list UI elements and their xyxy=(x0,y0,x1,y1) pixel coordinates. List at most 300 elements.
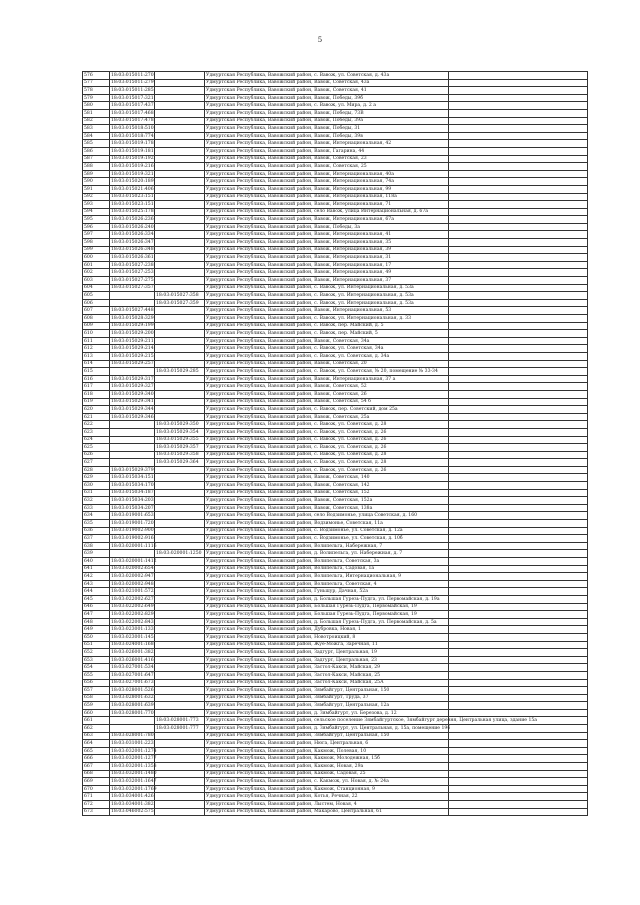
address-cell: Удмуртская Республика, Вавожский район, Какмож, Молодежная, 15б xyxy=(205,755,449,763)
row-number-cell: 667 xyxy=(83,763,110,771)
cadastral-number-cell: 18:03:027001:647 xyxy=(111,672,154,678)
address-cell: Удмуртская Республика, Вавожский район, с. Вавож, ул. Интернациональная, д. 53а xyxy=(205,299,449,307)
row-number-cell: 629 xyxy=(83,474,110,482)
note-cell xyxy=(449,694,588,702)
premise-cadastral-number-cell xyxy=(155,185,205,193)
cadastral-number-cell: 18:03:031001:223 xyxy=(111,741,154,747)
row-number-cell: 620 xyxy=(83,406,110,414)
address-cell: Удмуртская Республика, Вавожский район, с. Водзимонье, ул. Советская, д. 10б xyxy=(205,535,449,543)
cadastral-number-cell: 18:03:015029:200 xyxy=(111,330,154,336)
table-row xyxy=(83,550,588,558)
premise-cadastral-number-cell xyxy=(155,79,205,87)
table-row xyxy=(83,261,588,269)
table-row xyxy=(83,208,588,216)
table-row xyxy=(83,451,588,459)
premise-cadastral-number-cell xyxy=(155,155,205,163)
cadastral-number-cell: 18:03:015029:214 xyxy=(111,346,154,352)
note-cell xyxy=(449,178,588,186)
premise-cadastral-number-cell: 18:03:015029:354 xyxy=(155,428,205,436)
cadastral-number-cell: 18:03:015026:240 xyxy=(111,224,154,230)
cadastral-number-cell: 18:03:015026:348 xyxy=(111,247,154,253)
premise-cadastral-number-cell xyxy=(155,216,205,224)
premise-cadastral-number-cell xyxy=(155,277,205,285)
row-number-cell: 637 xyxy=(83,535,110,543)
premise-cadastral-number-cell xyxy=(155,147,205,155)
note-cell xyxy=(449,611,588,619)
address-cell: Удмуртская Республика, Вавожский район, Вавож, Советская, 52 xyxy=(205,383,449,391)
cadastral-number-cell: 18:03:015011:270 xyxy=(111,72,154,78)
cadastral-number-cell: 18:03:015019:181 xyxy=(111,148,154,154)
address-cell: Удмуртская Республика, Вавожский район, Волипельга, Садовая, 1а xyxy=(205,565,449,573)
address-cell: Удмуртская Республика, Вавожский район, Вавож, Советская, 41 xyxy=(205,87,449,95)
row-number-cell: 654 xyxy=(83,664,110,672)
note-cell xyxy=(449,527,588,535)
row-number-cell: 593 xyxy=(83,201,110,209)
cadastral-number-cell: 18:03:015017:437 xyxy=(111,103,154,109)
address-cell: Удмуртская Республика, Вавожский район, Большая Гурезь-Пудга, Первомайская, 19 xyxy=(205,603,449,611)
row-number-cell: 632 xyxy=(83,497,110,505)
table-row xyxy=(83,520,588,528)
premise-cadastral-number-cell xyxy=(155,125,205,133)
premise-cadastral-number-cell xyxy=(155,163,205,171)
table-row xyxy=(83,383,588,391)
table-row xyxy=(83,595,588,603)
table-row xyxy=(83,474,588,482)
cadastral-number-cell: 18:03:015017:321 xyxy=(111,95,154,101)
premise-cadastral-number-cell xyxy=(155,140,205,148)
note-cell xyxy=(449,79,588,87)
note-cell xyxy=(449,87,588,95)
cadastral-number-cell: 18:03:022002:649 xyxy=(111,604,154,610)
premise-cadastral-number-cell xyxy=(155,656,205,664)
address-cell: Удмуртская Республика, Вавожский район, д. Зямбайгурт, ул. Березова, д. 12 xyxy=(205,709,449,717)
note-cell xyxy=(449,102,588,110)
address-cell: Удмуртская Республика, Вавожский район, Какмож, Станционная, 9 xyxy=(205,785,449,793)
note-cell xyxy=(449,352,588,360)
premise-cadastral-number-cell: 18:03:020001:1250 xyxy=(155,550,205,558)
row-number-cell: 665 xyxy=(83,747,110,755)
table-row xyxy=(83,535,588,543)
table-row xyxy=(83,763,588,771)
table-row xyxy=(83,231,588,239)
row-number-cell: 583 xyxy=(83,125,110,133)
note-cell xyxy=(449,709,588,717)
row-number-cell: 597 xyxy=(83,231,110,239)
note-cell xyxy=(449,307,588,315)
row-number-cell: 648 xyxy=(83,618,110,626)
cadastral-number-cell: 18:03:032001:1769 xyxy=(111,786,157,792)
cadastral-number-cell xyxy=(110,368,155,376)
table-row xyxy=(83,428,588,436)
table-row xyxy=(83,671,588,679)
address-cell: Удмуртская Республика, Вавожский район, Вавож, Интернациональная, 118а xyxy=(205,193,449,201)
table-row xyxy=(83,444,588,452)
cadastral-number-cell: 18:03:032001:1274 xyxy=(111,748,157,754)
note-cell xyxy=(449,535,588,543)
row-number-cell: 635 xyxy=(83,520,110,528)
cadastral-number-cell: 18:03:021001:572 xyxy=(111,589,154,595)
row-number-cell: 625 xyxy=(83,444,110,452)
address-cell: Удмуртская Республика, Вавожский район, Вавож, Гагарина, 44 xyxy=(205,147,449,155)
table-row xyxy=(83,216,588,224)
address-cell: Удмуртская Республика, Вавожский район, Вавож, Советская, 152 xyxy=(205,489,449,497)
premise-cadastral-number-cell: 18:03:028001:777 xyxy=(155,725,205,733)
cadastral-number-cell: 18:03:027001:673 xyxy=(111,680,154,686)
cadastral-number-cell: 18:03:022002:627 xyxy=(111,596,154,602)
premise-cadastral-number-cell xyxy=(155,466,205,474)
note-cell xyxy=(449,436,588,444)
address-cell: Удмуртская Республика, Вавожский район, с. Вавож, ул. Советская, д. 26 xyxy=(205,428,449,436)
note-cell xyxy=(449,801,588,809)
address-cell: Удмуртская Республика, Вавожский район, с. Вавож, ул. Советская, д. 26 xyxy=(205,466,449,474)
address-cell: Удмуртская Республика, Вавожский район, Вавож, Советская, 26 xyxy=(205,390,449,398)
row-number-cell: 653 xyxy=(83,656,110,664)
note-cell xyxy=(449,626,588,634)
cadastral-number-cell: 18:03:015034:151 xyxy=(111,475,154,481)
table-row xyxy=(83,421,588,429)
row-number-cell: 612 xyxy=(83,345,110,353)
row-number-cell: 602 xyxy=(83,269,110,277)
premise-cadastral-number-cell xyxy=(155,239,205,247)
address-cell: Удмуртская Республика, Вавожский район, д. Большая Гурезь-Пудга, ул. Первомайская, д. 5а xyxy=(205,618,449,626)
row-number-cell: 659 xyxy=(83,702,110,710)
row-number-cell: 666 xyxy=(83,755,110,763)
premise-cadastral-number-cell xyxy=(155,246,205,254)
cadastral-number-cell xyxy=(110,292,155,300)
page-number: 5 xyxy=(317,36,323,44)
address-cell: Удмуртская Республика, Вавожский район, с. Вавож, ул. Советская, д. 43а xyxy=(205,72,449,80)
table-row xyxy=(83,466,588,474)
cadastral-number-cell: 18:03:019001:720 xyxy=(111,520,154,526)
address-cell: Удмуртская Республика, Вавожский район, Застол-Какси, Майская, 25 xyxy=(205,671,449,679)
table-row xyxy=(83,72,588,80)
row-number-cell: 636 xyxy=(83,527,110,535)
row-number-cell: 617 xyxy=(83,383,110,391)
row-number-cell: 627 xyxy=(83,459,110,467)
note-cell xyxy=(449,732,588,740)
address-cell: Удмуртская Республика, Вавожский район, Вавож, Победы, 73В xyxy=(205,109,449,117)
cadastral-number-cell: 18:03:026001:416 xyxy=(111,657,154,663)
premise-cadastral-number-cell xyxy=(155,801,205,809)
row-number-cell: 668 xyxy=(83,770,110,778)
note-cell xyxy=(449,702,588,710)
table-row xyxy=(83,504,588,512)
address-cell: Удмуртская Республика, Вавожский район, с. Вавож, ул. Советская, д. 26 xyxy=(205,436,449,444)
row-number-cell: 590 xyxy=(83,178,110,186)
table-row xyxy=(83,307,588,315)
table-row xyxy=(83,573,588,581)
table-row xyxy=(83,512,588,520)
row-number-cell: 645 xyxy=(83,595,110,603)
premise-cadastral-number-cell xyxy=(155,322,205,330)
note-cell xyxy=(449,641,588,649)
cadastral-number-cell: 18:03:015029:379 xyxy=(111,467,154,473)
address-cell: Удмуртская Республика, Вавожский район, с. Вавож, ул. Советская, д. 28 xyxy=(205,421,449,429)
premise-cadastral-number-cell: 18:03:015029:358 xyxy=(155,451,205,459)
cadastral-number-cell xyxy=(110,451,155,459)
table-row xyxy=(83,603,588,611)
note-cell xyxy=(449,747,588,755)
premise-cadastral-number-cell xyxy=(155,626,205,634)
address-cell: Удмуртская Республика, Вавожский район, Вавож, Интернациональная, 17 xyxy=(205,261,449,269)
table-row xyxy=(83,755,588,763)
note-cell xyxy=(449,618,588,626)
premise-cadastral-number-cell xyxy=(155,208,205,216)
row-number-cell: 647 xyxy=(83,611,110,619)
table-row xyxy=(83,170,588,178)
row-number-cell: 626 xyxy=(83,451,110,459)
premise-cadastral-number-cell xyxy=(155,793,205,801)
address-cell: Удмуртская Республика, Вавожский район, с. Вавож, ул. Мира, д. 2 а xyxy=(205,102,449,110)
cadastral-number-cell: 18:03:046002:575 xyxy=(111,809,154,815)
note-cell xyxy=(449,451,588,459)
cadastral-number-cell xyxy=(110,428,155,436)
table-row xyxy=(83,185,588,193)
row-number-cell: 613 xyxy=(83,352,110,360)
row-number-cell: 577 xyxy=(83,79,110,87)
premise-cadastral-number-cell xyxy=(155,808,205,816)
row-number-cell: 605 xyxy=(83,292,110,300)
address-cell: Удмуртская Республика, Вавожский район, Жуё-Можга, Заречная, 11 xyxy=(205,641,449,649)
premise-cadastral-number-cell xyxy=(155,497,205,505)
row-number-cell: 588 xyxy=(83,163,110,171)
note-cell xyxy=(449,406,588,414)
note-cell xyxy=(449,573,588,581)
table-row xyxy=(83,694,588,702)
premise-cadastral-number-cell xyxy=(155,770,205,778)
note-cell xyxy=(449,649,588,657)
cadastral-number-cell: 18:03:028001:780 xyxy=(111,733,154,739)
address-cell: Удмуртская Республика, Вавожский район, Вавож, Советская, 43а xyxy=(205,79,449,87)
address-cell: Удмуртская Республика, Вавожский район, сельское поселение Зямбайгуртское, Зямбайгурт деревня, Центральная улица, здание 15а xyxy=(206,718,538,724)
row-number-cell: 589 xyxy=(83,170,110,178)
premise-cadastral-number-cell xyxy=(155,763,205,771)
cadastral-number-cell: 18:03:015017:478 xyxy=(111,118,154,124)
note-cell xyxy=(449,542,588,550)
table-row xyxy=(83,565,588,573)
address-cell: Удмуртская Республика, Вавожский район, с. Вавож, ул. Советская, д. 28 xyxy=(205,459,449,467)
address-cell: Удмуртская Республика, Вавожский район, Вавож, Победы, 39а xyxy=(205,117,449,125)
note-cell xyxy=(449,345,588,353)
cadastral-number-cell: 18:03:015029:211 xyxy=(111,338,154,344)
table-row xyxy=(83,709,588,717)
address-cell: Удмуртская Республика, Вавожский район, Вавож, Интернациональная, 37 а xyxy=(205,375,449,383)
premise-cadastral-number-cell xyxy=(155,558,205,566)
address-cell: Удмуртская Республика, Вавожский район, Вавож, Советская, 54 б xyxy=(205,398,449,406)
premise-cadastral-number-cell: 18:03:015029:285 xyxy=(155,368,205,376)
note-cell xyxy=(449,482,588,490)
table-row xyxy=(83,611,588,619)
table-row xyxy=(83,459,588,467)
row-number-cell: 638 xyxy=(83,542,110,550)
row-number-cell: 658 xyxy=(83,694,110,702)
premise-cadastral-number-cell xyxy=(155,109,205,117)
note-cell xyxy=(449,489,588,497)
cadastral-number-cell: 18:03:019002:916 xyxy=(111,536,154,542)
address-cell: Удмуртская Республика, Вавожский район, село Вавож, улица Интернациональная, д. 67а xyxy=(205,208,449,216)
premise-cadastral-number-cell xyxy=(155,231,205,239)
cadastral-number-cell: 18:03:015026:334 xyxy=(111,232,154,238)
note-cell xyxy=(449,550,588,558)
row-number-cell: 584 xyxy=(83,132,110,140)
note-cell xyxy=(449,740,588,748)
note-cell xyxy=(449,778,588,786)
premise-cadastral-number-cell xyxy=(155,390,205,398)
cadastral-number-cell: 18:03:028001:526 xyxy=(111,687,154,693)
premise-cadastral-number-cell xyxy=(155,223,205,231)
row-number-cell: 639 xyxy=(83,550,110,558)
premise-cadastral-number-cell xyxy=(155,504,205,512)
cadastral-number-cell: 18:03:020001:1116 xyxy=(111,543,157,549)
note-cell xyxy=(449,474,588,482)
row-number-cell: 608 xyxy=(83,315,110,323)
table-row xyxy=(83,223,588,231)
cadastral-number-cell: 18:03:019002:900 xyxy=(111,528,154,534)
cadastral-number-cell: 18:03:015029:327 xyxy=(111,384,154,390)
cadastral-number-cell xyxy=(110,299,155,307)
table-row xyxy=(83,246,588,254)
row-number-cell: 640 xyxy=(83,558,110,566)
premise-cadastral-number-cell xyxy=(155,565,205,573)
table-row xyxy=(83,102,588,110)
note-cell xyxy=(449,725,588,733)
note-cell xyxy=(449,147,588,155)
note-cell xyxy=(449,656,588,664)
address-cell: Удмуртская Республика, Вавожский район, Вавож, Советская, 23 xyxy=(205,155,449,163)
address-cell: Удмуртская Республика, Вавожский район, Волипельга, Советская, 3а xyxy=(205,558,449,566)
table-row xyxy=(83,163,588,171)
row-number-cell: 594 xyxy=(83,208,110,216)
table-row xyxy=(83,375,588,383)
premise-cadastral-number-cell: 18:03:015029:357 xyxy=(155,444,205,452)
cadastral-number-cell xyxy=(110,725,155,733)
address-cell: Удмуртская Республика, Вавожский район, Вавож, Интернациональная, 39 xyxy=(205,246,449,254)
cadastral-number-cell: 18:03:015011:279 xyxy=(111,80,154,86)
address-cell: Удмуртская Республика, Вавожский район, Вавож, Советская, 142 xyxy=(205,482,449,490)
address-cell: Удмуртская Республика, Вавожский район, Застол-Какси, Майская, 25А xyxy=(205,679,449,687)
row-number-cell: 578 xyxy=(83,87,110,95)
premise-cadastral-number-cell xyxy=(155,633,205,641)
note-cell xyxy=(449,368,588,376)
row-number-cell: 662 xyxy=(83,725,110,733)
table-row xyxy=(83,254,588,262)
row-number-cell: 644 xyxy=(83,588,110,596)
row-number-cell: 616 xyxy=(83,375,110,383)
table-row xyxy=(83,778,588,786)
row-number-cell: 656 xyxy=(83,679,110,687)
row-number-cell: 628 xyxy=(83,466,110,474)
cadastral-number-cell: 18:03:015034:187 xyxy=(111,490,154,496)
address-cell: Удмуртская Республика, Вавожский район, Вавож, Интернациональная, 42 xyxy=(205,140,449,148)
note-cell xyxy=(449,315,588,323)
address-cell: Удмуртская Республика, Вавожский район, Вавож, Советская, 25 xyxy=(205,163,449,171)
cadastral-number-cell: 18:03:020002:948 xyxy=(111,581,154,587)
note-cell xyxy=(449,398,588,406)
row-number-cell: 663 xyxy=(83,732,110,740)
cadastral-number-cell: 18:03:015027:448 xyxy=(111,308,154,314)
cadastral-number-cell: 18:03:015021:406 xyxy=(111,186,154,192)
note-cell xyxy=(449,558,588,566)
row-number-cell: 651 xyxy=(83,641,110,649)
cadastral-number-cell: 18:03:015029:346 xyxy=(111,414,154,420)
table-row xyxy=(83,618,588,626)
note-cell xyxy=(449,337,588,345)
premise-cadastral-number-cell: 18:03:015027:358 xyxy=(155,292,205,300)
cadastral-number-cell: 18:03:023001:145 xyxy=(111,634,154,640)
address-cell: Удмуртская Республика, Вавожский район, Вавож, Победы, 31 xyxy=(205,125,449,133)
row-number-cell: 649 xyxy=(83,626,110,634)
note-cell xyxy=(449,383,588,391)
cadastral-number-cell: 18:03:015027:253 xyxy=(111,270,154,276)
cadastral-number-cell: 18:03:015029:317 xyxy=(111,376,154,382)
premise-cadastral-number-cell xyxy=(155,482,205,490)
row-number-cell: 673 xyxy=(83,808,110,816)
cadastral-number-cell: 18:03:015027:357 xyxy=(111,285,154,291)
row-number-cell: 580 xyxy=(83,102,110,110)
premise-cadastral-number-cell xyxy=(155,337,205,345)
row-number-cell: 642 xyxy=(83,573,110,581)
address-cell: Удмуртская Республика, Вавожский район, Вавож, Интернациональная, 37 xyxy=(205,277,449,285)
address-cell: Удмуртская Республика, Вавожский район, Зямбайгурт, Центральная, 150 xyxy=(205,732,449,740)
table-row xyxy=(83,406,588,414)
address-cell: Удмуртская Республика, Вавожский район, с. Вавож, ул. Советская, д. 26 xyxy=(205,444,449,452)
address-cell: Удмуртская Республика, Вавожский район, Новотроицкий, 8 xyxy=(205,633,449,641)
address-cell: Удмуртская Республика, Вавожский район, д. Зямбайгурт, ул. Центральная, д. 15а, помещение 196 xyxy=(206,725,451,731)
row-number-cell: 611 xyxy=(83,337,110,345)
note-cell xyxy=(449,360,588,368)
premise-cadastral-number-cell xyxy=(155,641,205,649)
table-row xyxy=(83,140,588,148)
address-cell: Удмуртская Республика, Вавожский район, Вавож, Интернациональная, 99 xyxy=(205,185,449,193)
table-row xyxy=(83,352,588,360)
address-cell: Удмуртская Республика, Вавожский район, Вавож, Советская, 25а xyxy=(205,413,449,421)
address-cell: Удмуртская Республика, Вавожский район, Вавож, Интернациональная, 49 xyxy=(205,269,449,277)
table-row xyxy=(83,626,588,634)
premise-cadastral-number-cell xyxy=(155,542,205,550)
address-cell: Удмуртская Республика, Вавожский район, Задгурт, Центральная, 23 xyxy=(205,656,449,664)
cadastral-number-cell: 18:03:015011:285 xyxy=(111,87,154,93)
note-cell xyxy=(449,595,588,603)
premise-cadastral-number-cell xyxy=(155,535,205,543)
note-cell xyxy=(449,109,588,117)
cadastral-number-cell xyxy=(110,436,155,444)
address-cell: Удмуртская Республика, Вавожский район, Какмож, Новая, 29а xyxy=(205,763,449,771)
table-row xyxy=(83,732,588,740)
registry-table xyxy=(82,71,588,816)
note-cell xyxy=(449,140,588,148)
address-cell: Удмуртская Республика, Вавожский район, Вавож, Интернациональная, 71 xyxy=(205,201,449,209)
cadastral-number-cell: 18:03:015020:189 xyxy=(111,179,154,185)
table-row xyxy=(83,649,588,657)
address-cell: Удмуртская Республика, Вавожский район, Вавож, Победы, 3а xyxy=(205,223,449,231)
premise-cadastral-number-cell xyxy=(155,330,205,338)
table-row xyxy=(83,390,588,398)
cadastral-number-cell: 18:03:022002:843 xyxy=(111,619,154,625)
premise-cadastral-number-cell xyxy=(155,671,205,679)
note-cell xyxy=(449,170,588,178)
row-number-cell: 669 xyxy=(83,778,110,786)
cadastral-number-cell: 18:03:015019:321 xyxy=(111,171,154,177)
address-cell: Удмуртская Республика, Вавожский район, Вавож, Интернациональная, 41 xyxy=(205,231,449,239)
address-cell: Удмуртская Республика, Вавожский район, село Водзимонье, улица Советская, д. 160 xyxy=(205,512,449,520)
note-cell xyxy=(449,155,588,163)
address-cell: Удмуртская Республика, Вавожский район, Зямбайгурт, Труда, 37 xyxy=(205,694,449,702)
note-cell xyxy=(449,497,588,505)
note-cell xyxy=(449,261,588,269)
note-cell xyxy=(449,125,588,133)
address-cell: Удмуртская Республика, Вавожский район, Вавож, Интернациональная, 40а xyxy=(205,170,449,178)
address-cell: Удмуртская Республика, Вавожский район, Задгурт, Центральная, 19 xyxy=(205,649,449,657)
